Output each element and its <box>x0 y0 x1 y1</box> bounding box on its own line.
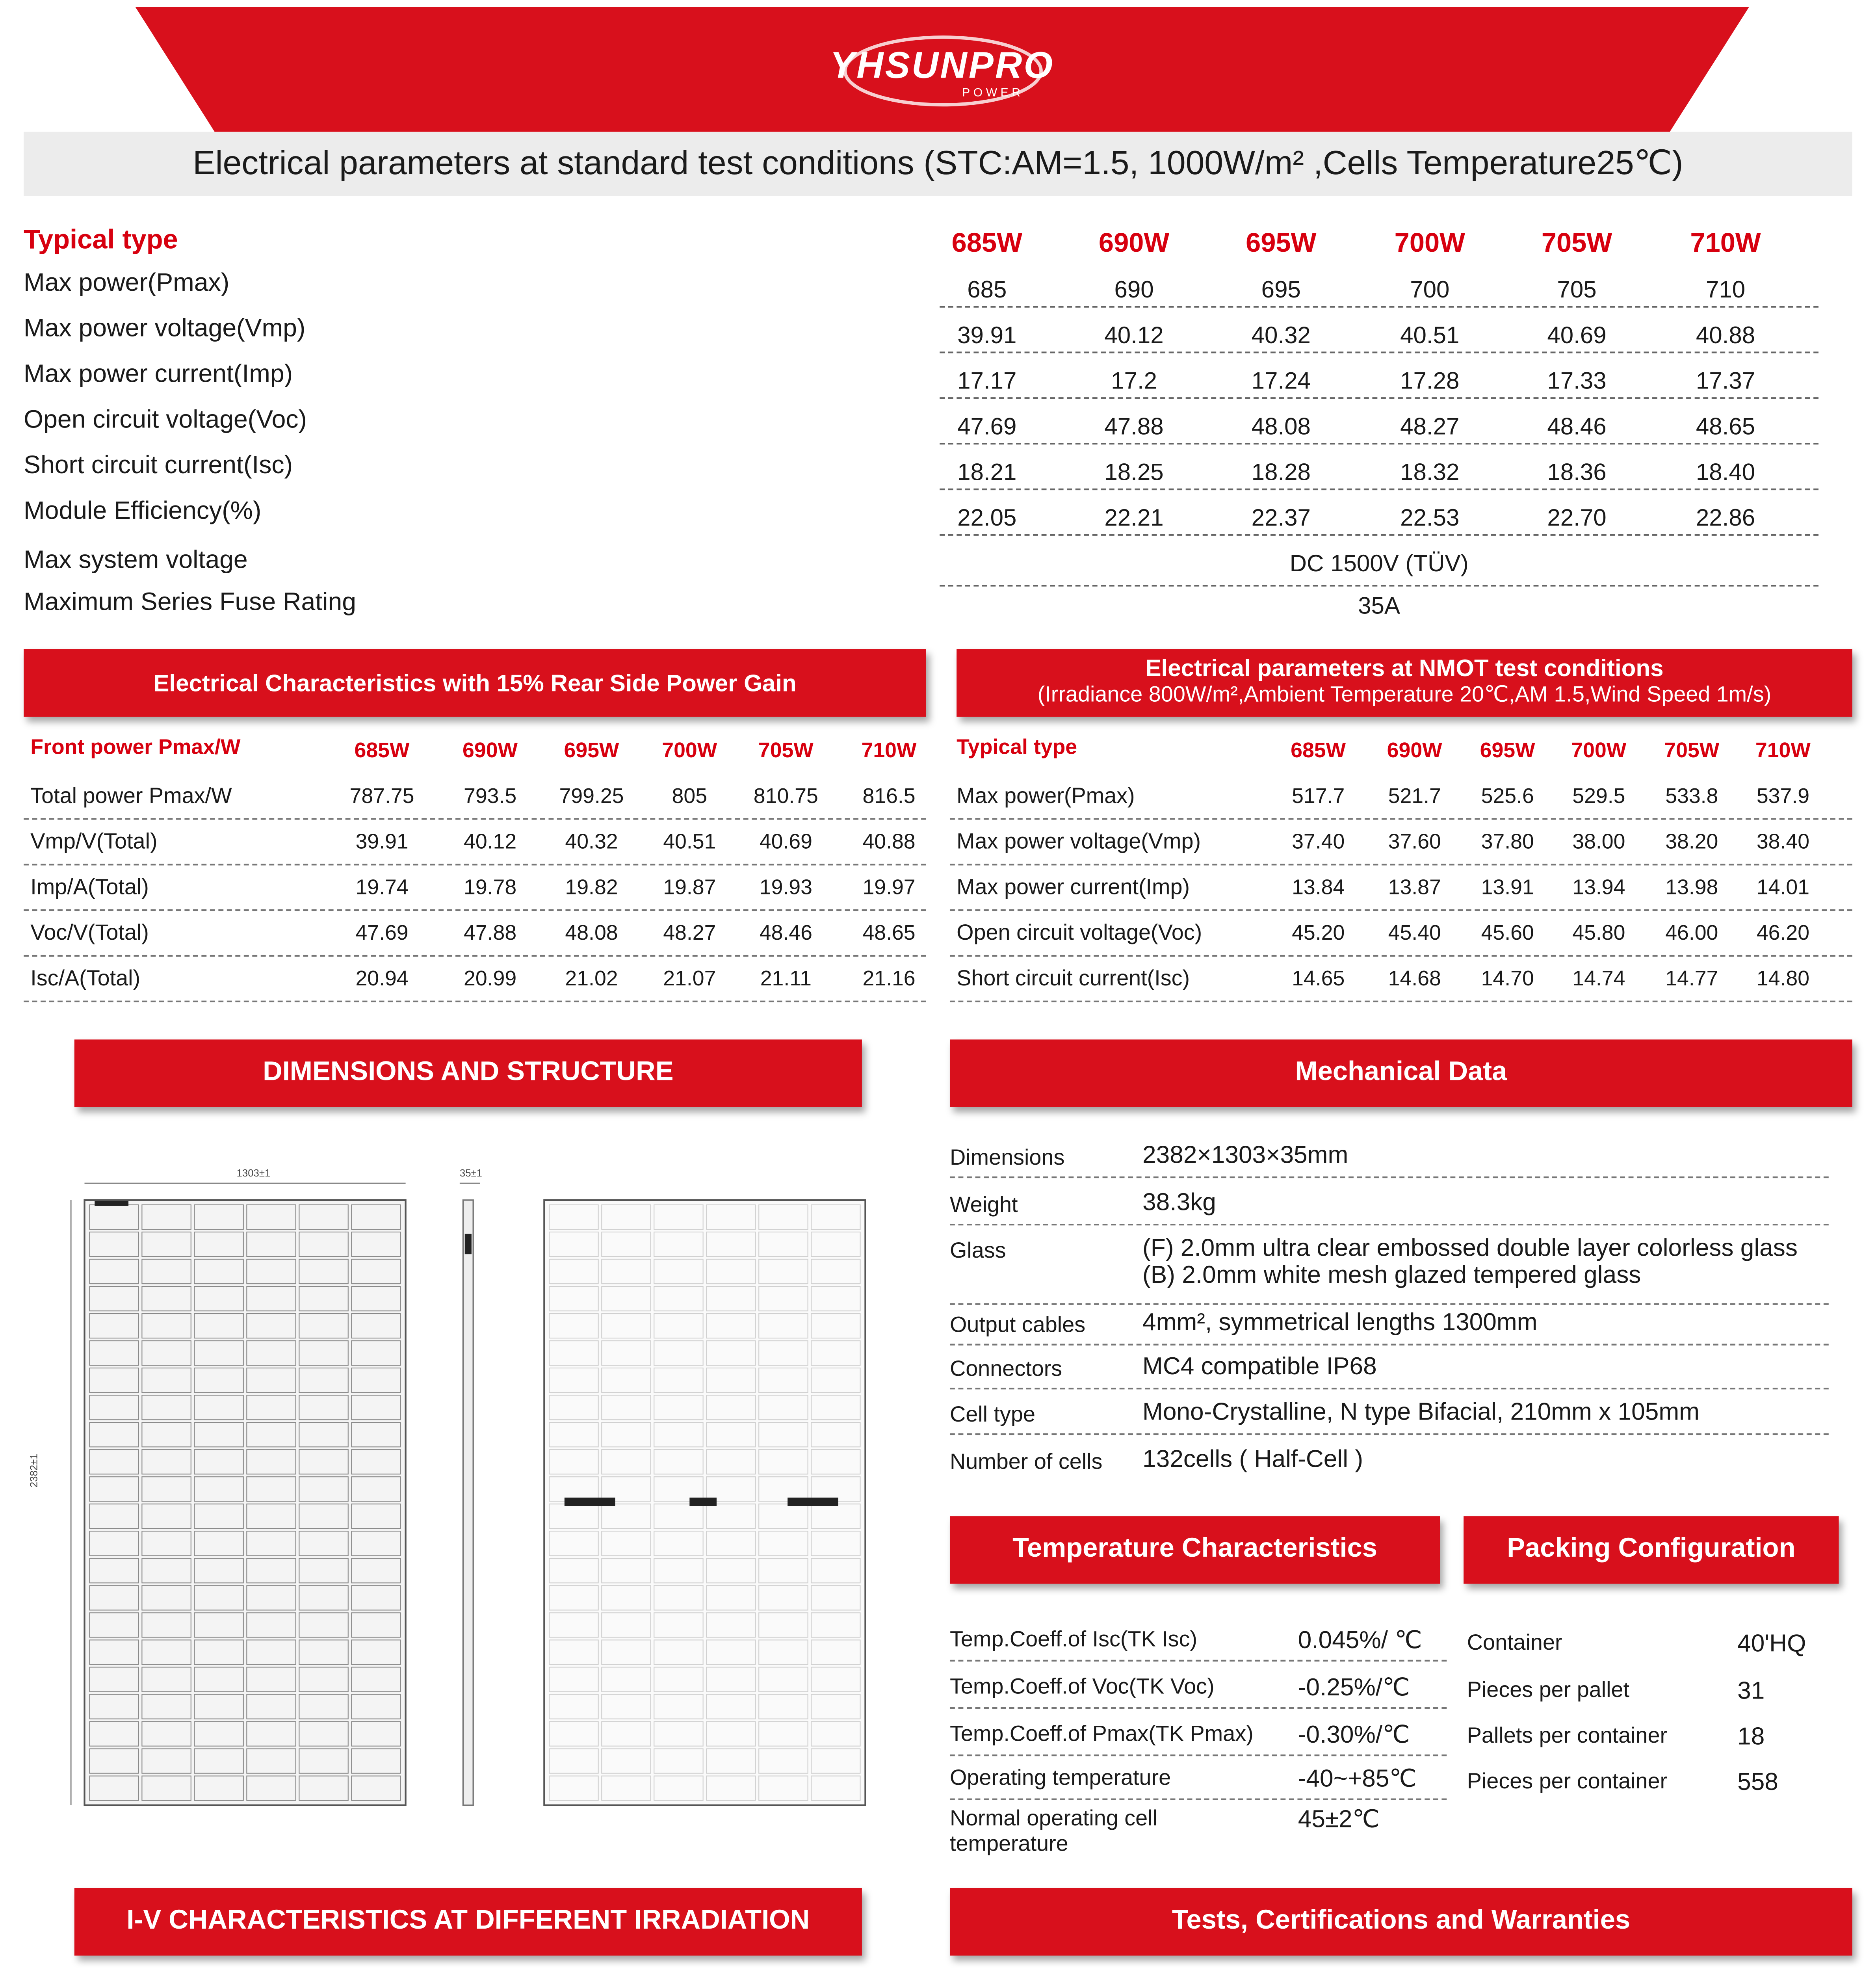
packing-value: 558 <box>1737 1769 1778 1797</box>
stc-cell: 18.36 <box>1547 458 1607 485</box>
module-drawings <box>61 1166 906 1842</box>
nmot-cell: 529.5 <box>1572 784 1625 808</box>
nmot-section-header <box>957 649 1852 717</box>
temperature-value: -0.25%/℃ <box>1298 1675 1410 1702</box>
stc-model-header: 705W <box>1541 230 1612 259</box>
row-divider <box>940 585 1818 586</box>
temperature-label: Temp.Coeff.of Isc(TK Isc) <box>949 1626 1198 1652</box>
rear-cell: 799.25 <box>559 784 624 808</box>
stc-cell: 47.88 <box>1104 412 1164 440</box>
rear-row-label: Voc/V(Total) <box>30 919 149 945</box>
rear-cell: 48.46 <box>759 921 812 945</box>
system-voltage-value: DC 1500V (TÜV) <box>1289 549 1469 576</box>
mechanical-value: 2382×1303×35mm <box>1142 1143 1348 1170</box>
nmot-cell: 38.40 <box>1756 830 1810 854</box>
rear-header-label: Front power Pmax/W <box>30 735 241 759</box>
row-divider <box>950 818 1852 820</box>
nmot-model-header: 700W <box>1571 738 1627 762</box>
rear-cell: 21.02 <box>565 966 618 991</box>
nmot-cell: 14.80 <box>1756 966 1810 991</box>
nmot-model-header: 685W <box>1291 738 1346 762</box>
nmot-cell: 14.68 <box>1388 966 1441 991</box>
nmot-header-label: Typical type <box>957 735 1077 759</box>
mechanical-value: 38.3kg <box>1142 1190 1216 1217</box>
nmot-cell: 46.20 <box>1756 921 1810 945</box>
mechanical-label: Cell type <box>949 1401 1035 1427</box>
rear-cell: 21.07 <box>663 966 716 991</box>
mechanical-value: (F) 2.0mm ultra clear embossed double layer colorless glass <box>1142 1235 1798 1263</box>
nmot-cell: 537.9 <box>1756 784 1810 808</box>
row-divider <box>950 1433 1829 1435</box>
fuse-rating-value: 35A <box>1358 591 1400 619</box>
height-dimension-label: 2382±1 <box>30 1453 41 1488</box>
nmot-cell: 37.60 <box>1388 830 1441 854</box>
nmot-row-label: Max power voltage(Vmp) <box>957 828 1201 854</box>
mechanical-label: Output cables <box>949 1312 1086 1337</box>
rear-model-header: 710W <box>861 738 917 762</box>
stc-title: Electrical parameters at standard test conditions (STC:AM=1.5, 1000W/m² ,Cells Temperature25℃) <box>193 145 1683 183</box>
row-divider <box>950 864 1852 865</box>
row-divider <box>940 351 1818 353</box>
row-divider <box>24 1001 926 1002</box>
stc-row-label: Max power voltage(Vmp) <box>24 314 306 343</box>
row-divider <box>940 306 1818 307</box>
mechanical-value: 4mm², symmetrical lengths 1300mm <box>1142 1310 1538 1337</box>
rear-cell: 19.87 <box>663 875 716 900</box>
temperature-value: -0.30%/℃ <box>1298 1722 1410 1750</box>
temperature-label-line2: temperature <box>949 1831 1068 1856</box>
stc-cell: 17.17 <box>957 366 1017 394</box>
stc-model-header: 700W <box>1394 230 1465 259</box>
stc-cell: 18.28 <box>1251 458 1311 485</box>
rear-cell: 816.5 <box>862 784 916 808</box>
back-view-drawing <box>544 1200 865 1805</box>
stc-row-label: Max power(Pmax) <box>24 269 230 298</box>
nmot-cell: 37.40 <box>1292 830 1345 854</box>
nmot-row-label: Max power(Pmax) <box>957 782 1135 808</box>
rear-cell: 40.12 <box>464 830 517 854</box>
mechanical-value: MC4 compatible IP68 <box>1142 1354 1377 1381</box>
temperature-value: 45±2℃ <box>1298 1807 1380 1834</box>
packing-header: Packing Configuration <box>1464 1516 1839 1584</box>
stc-model-header: 710W <box>1690 230 1761 259</box>
rear-row-label: Total power Pmax/W <box>30 782 232 808</box>
stc-cell: 18.21 <box>957 458 1017 485</box>
rear-cell: 805 <box>672 784 708 808</box>
stc-model-header: 690W <box>1098 230 1170 259</box>
rear-cell: 21.16 <box>862 966 916 991</box>
nmot-cell: 46.00 <box>1665 921 1718 945</box>
stc-cell: 48.08 <box>1251 412 1311 440</box>
row-divider <box>950 955 1852 957</box>
packing-value: 31 <box>1737 1678 1765 1706</box>
rear-cell: 793.5 <box>464 784 517 808</box>
nmot-model-header: 710W <box>1755 738 1811 762</box>
stc-cell: 39.91 <box>957 321 1017 348</box>
mechanical-label: Glass <box>949 1237 1006 1263</box>
stc-cell: 710 <box>1705 275 1746 303</box>
stc-cell: 17.33 <box>1547 366 1607 394</box>
rear-cell: 40.32 <box>565 830 618 854</box>
packing-label: Pallets per container <box>1467 1722 1668 1748</box>
stc-cell: 22.70 <box>1547 504 1607 531</box>
iv-header: I-V CHARACTERISTICS AT DIFFERENT IRRADIATION <box>74 1888 862 1956</box>
rear-model-header: 700W <box>662 738 717 762</box>
stc-cell: 18.25 <box>1104 458 1164 485</box>
rear-model-header: 695W <box>564 738 619 762</box>
rear-row-label: Imp/A(Total) <box>30 873 149 900</box>
packing-label: Container <box>1467 1629 1562 1655</box>
packing-label: Pieces per container <box>1467 1768 1668 1793</box>
stc-cell: 685 <box>967 275 1007 303</box>
nmot-model-header: 705W <box>1664 738 1720 762</box>
mechanical-header: Mechanical Data <box>950 1039 1852 1107</box>
stc-cell: 22.21 <box>1104 504 1164 531</box>
rear-cell: 19.82 <box>565 875 618 900</box>
stc-cell: 17.2 <box>1111 366 1157 394</box>
stc-cell: 40.51 <box>1400 321 1460 348</box>
stc-model-header: 685W <box>951 230 1022 259</box>
stc-cell: 17.24 <box>1251 366 1311 394</box>
stc-cell: 48.46 <box>1547 412 1607 440</box>
mechanical-label: Dimensions <box>949 1144 1065 1170</box>
nmot-cell: 45.40 <box>1388 921 1441 945</box>
rear-cell: 810.75 <box>753 784 818 808</box>
row-divider <box>940 397 1818 399</box>
brand-sub: POWER <box>962 88 1024 100</box>
nmot-cell: 13.91 <box>1481 875 1534 900</box>
nmot-cell: 37.80 <box>1481 830 1534 854</box>
packing-label: Pieces per pallet <box>1467 1676 1630 1702</box>
rear-cell: 48.08 <box>565 921 618 945</box>
packing-value: 18 <box>1737 1724 1765 1751</box>
nmot-cell: 13.84 <box>1292 875 1345 900</box>
temperature-label: Temp.Coeff.of Voc(TK Voc) <box>949 1673 1215 1699</box>
rear-cell: 19.93 <box>759 875 812 900</box>
temperature-value: 0.045%/ ℃ <box>1298 1628 1423 1655</box>
mechanical-value-line2: (B) 2.0mm white mesh glazed tempered glass <box>1142 1262 1641 1290</box>
mechanical-value: 132cells ( Half-Cell ) <box>1142 1447 1363 1474</box>
row-divider <box>24 818 926 820</box>
row-divider <box>940 534 1818 536</box>
rear-cell: 39.91 <box>355 830 409 854</box>
row-divider <box>24 864 926 865</box>
nmot-cell: 13.94 <box>1572 875 1625 900</box>
mechanical-label: Number of cells <box>949 1448 1103 1474</box>
rear-cell: 19.74 <box>355 875 409 900</box>
row-divider <box>950 1303 1829 1305</box>
nmot-cell: 45.60 <box>1481 921 1534 945</box>
nmot-row-label: Max power current(Imp) <box>957 873 1190 900</box>
side-view-drawing <box>460 1183 480 1805</box>
stc-cell: 47.69 <box>957 412 1017 440</box>
row-divider <box>950 1754 1447 1756</box>
nmot-cell: 38.20 <box>1665 830 1718 854</box>
nmot-cell: 533.8 <box>1665 784 1718 808</box>
nmot-subtitle: (Irradiance 800W/m²,Ambient Temperature 20℃,AM 1.5,Wind Speed 1m/s) <box>1037 681 1772 707</box>
stc-cell: 48.27 <box>1400 412 1460 440</box>
rear-cell: 19.78 <box>464 875 517 900</box>
mechanical-label: Weight <box>949 1191 1018 1217</box>
stc-cell: 695 <box>1261 275 1301 303</box>
nmot-cell: 517.7 <box>1292 784 1345 808</box>
mechanical-label: Connectors <box>949 1355 1062 1381</box>
nmot-cell: 38.00 <box>1572 830 1625 854</box>
row-divider <box>940 489 1818 490</box>
nmot-cell: 521.7 <box>1388 784 1441 808</box>
nmot-model-header: 695W <box>1480 738 1535 762</box>
stc-cell: 17.37 <box>1696 366 1755 394</box>
nmot-cell: 13.98 <box>1665 875 1718 900</box>
stc-cell: 18.40 <box>1696 458 1755 485</box>
row-divider <box>950 1001 1852 1002</box>
rear-cell: 47.69 <box>355 921 409 945</box>
stc-row-label: Module Efficiency(%) <box>24 497 262 526</box>
rear-cell: 20.99 <box>464 966 517 991</box>
stc-cell: 690 <box>1114 275 1154 303</box>
temperature-label: Normal operating cell <box>949 1805 1157 1831</box>
stc-cell: 22.37 <box>1251 504 1311 531</box>
rear-cell: 40.88 <box>862 830 916 854</box>
rear-model-header: 685W <box>354 738 410 762</box>
stc-cell: 40.69 <box>1547 321 1607 348</box>
brand-logo: YHSUNPRO <box>830 44 1055 86</box>
temperature-label: Operating temperature <box>949 1764 1171 1790</box>
fuse-rating-label: Maximum Series Fuse Rating <box>24 588 357 617</box>
stc-cell: 40.88 <box>1696 321 1755 348</box>
row-divider <box>950 1660 1447 1661</box>
stc-cell: 18.32 <box>1400 458 1460 485</box>
rear-cell: 40.69 <box>759 830 812 854</box>
rear-row-label: Vmp/V(Total) <box>30 828 158 854</box>
nmot-cell: 13.87 <box>1388 875 1441 900</box>
nmot-cell: 14.70 <box>1481 966 1534 991</box>
nmot-cell: 525.6 <box>1481 784 1534 808</box>
temperature-value: -40~+85℃ <box>1298 1766 1417 1793</box>
rear-row-label: Isc/A(Total) <box>30 965 141 991</box>
stc-row-label: Short circuit current(Isc) <box>24 451 293 480</box>
nmot-row-label: Open circuit voltage(Voc) <box>957 919 1202 945</box>
nmot-cell: 14.65 <box>1292 966 1345 991</box>
width-dimension-label: 1303±1 <box>236 1169 271 1180</box>
dimensions-header: DIMENSIONS AND STRUCTURE <box>74 1039 862 1107</box>
stc-cell: 22.05 <box>957 504 1017 531</box>
row-divider <box>950 1707 1447 1709</box>
nmot-cell: 14.74 <box>1572 966 1625 991</box>
nmot-row-label: Short circuit current(Isc) <box>957 965 1190 991</box>
rear-cell: 787.75 <box>349 784 414 808</box>
rear-section-header: Electrical Characteristics with 15% Rear Side Power Gain <box>24 649 926 717</box>
rear-model-header: 705W <box>758 738 814 762</box>
stc-cell: 48.65 <box>1696 412 1755 440</box>
temperature-header: Temperature Characteristics <box>950 1516 1440 1584</box>
stc-cell: 705 <box>1557 275 1597 303</box>
rear-cell: 21.11 <box>760 966 812 991</box>
stc-cell: 40.12 <box>1104 321 1164 348</box>
rear-cell: 48.65 <box>862 921 916 945</box>
rear-cell: 47.88 <box>464 921 517 945</box>
rear-model-header: 690W <box>462 738 518 762</box>
row-divider <box>24 909 926 911</box>
nmot-cell: 45.80 <box>1572 921 1625 945</box>
tests-header: Tests, Certifications and Warranties <box>950 1888 1852 1956</box>
packing-value: 40'HQ <box>1737 1631 1806 1658</box>
stc-cell: 22.53 <box>1400 504 1460 531</box>
front-view-drawing <box>71 1183 405 1805</box>
row-divider <box>950 1344 1829 1346</box>
temperature-label: Temp.Coeff.of Pmax(TK Pmax) <box>949 1721 1254 1746</box>
row-divider <box>950 1388 1829 1389</box>
nmot-title: Electrical parameters at NMOT test conditions <box>1145 654 1664 681</box>
rear-cell: 20.94 <box>355 966 409 991</box>
nmot-model-header: 690W <box>1387 738 1442 762</box>
rear-cell: 19.97 <box>862 875 916 900</box>
stc-cell: 700 <box>1410 275 1450 303</box>
system-voltage-label: Max system voltage <box>24 546 248 575</box>
stc-row-label: Max power current(Imp) <box>24 360 293 389</box>
row-divider <box>950 1224 1829 1225</box>
mechanical-value: Mono-Crystalline, N type Bifacial, 210mm x 105mm <box>1142 1399 1700 1427</box>
row-divider <box>950 909 1852 911</box>
nmot-cell: 14.01 <box>1756 875 1810 900</box>
rear-cell: 40.51 <box>663 830 716 854</box>
nmot-cell: 45.20 <box>1292 921 1345 945</box>
stc-cell: 40.32 <box>1251 321 1311 348</box>
nmot-cell: 14.77 <box>1665 966 1718 991</box>
stc-cell: 17.28 <box>1400 366 1460 394</box>
row-divider <box>940 443 1818 444</box>
stc-cell: 22.86 <box>1696 504 1755 531</box>
stc-row-label: Open circuit voltage(Voc) <box>24 405 307 435</box>
rear-cell: 48.27 <box>663 921 716 945</box>
row-divider <box>950 1799 1447 1800</box>
row-divider <box>24 955 926 957</box>
stc-model-header: 695W <box>1246 230 1317 259</box>
row-divider <box>950 1176 1829 1178</box>
thickness-dimension-label: 35±1 <box>459 1169 482 1180</box>
stc-header-label: Typical type <box>24 226 178 255</box>
